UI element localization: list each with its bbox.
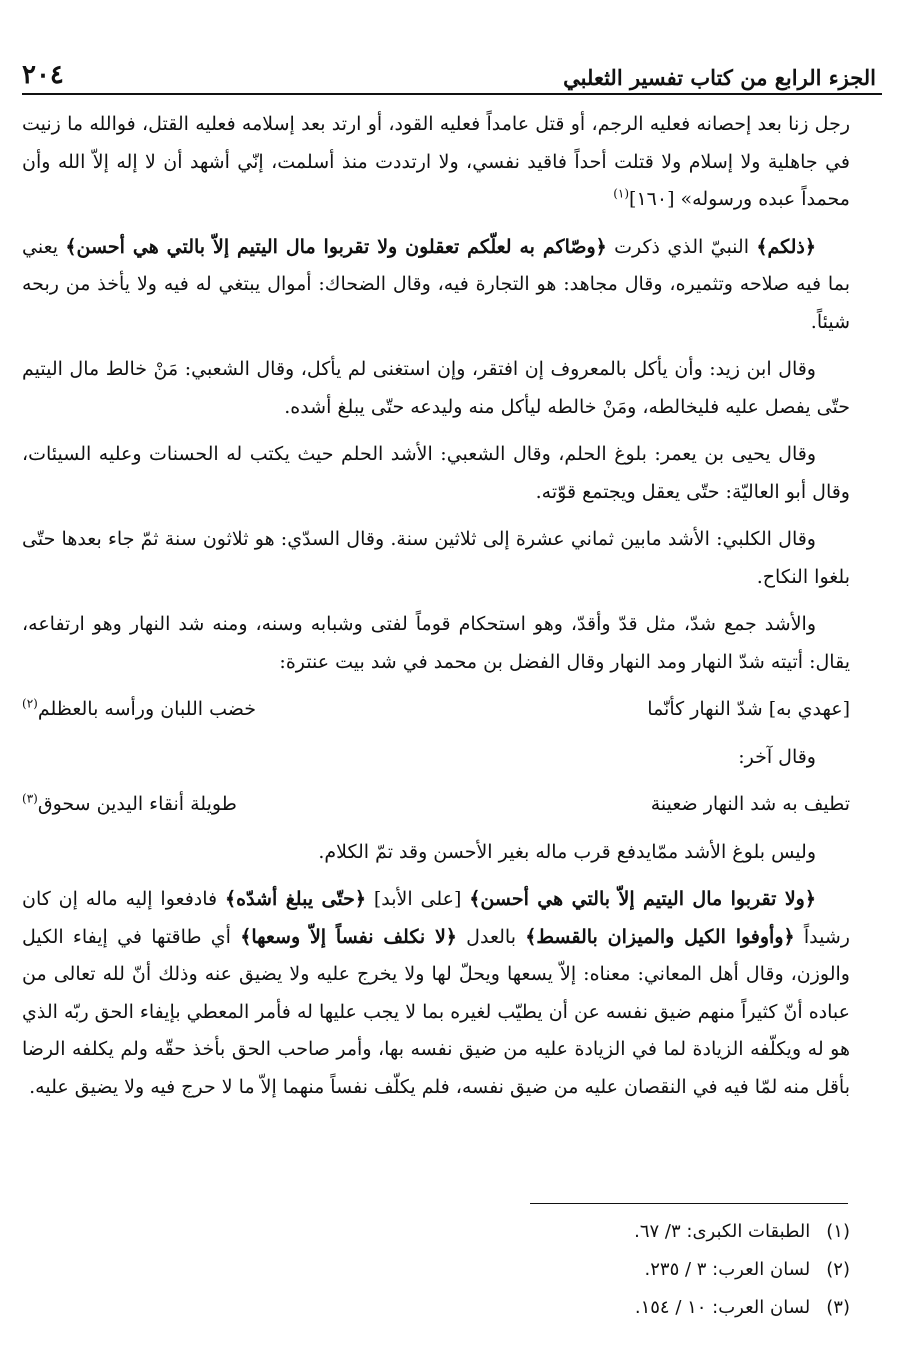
paragraph: وليس بلوغ الأشد ممّايدفع قرب ماله بغير الأحسن وقد تمّ الكلام. <box>318 840 816 863</box>
paragraph-text: بالعدل <box>456 925 526 948</box>
verse-hemistich-first: تطيف به شد النهار ضعينة <box>650 793 850 815</box>
quran-quote: ﴿ذلكم﴾ <box>756 235 816 258</box>
main-text <box>22 106 850 1116</box>
paragraph-text: [على الأبد] <box>366 888 470 910</box>
paragraph <box>22 229 850 342</box>
footnote-text: لسان العرب: ٣ / ٢٣٥. <box>644 1259 811 1280</box>
paragraph: والأشد جمع شدّ، مثل قدّ وأقدّ، وهو استحكام قوماً لفتى وشبابه وسنه، ومنه شد النهار وهو ارتفاعه، يقال: أتيته شدّ النهار ومد النهار وقال الفضل بن محمد في شد بيت عنترة: <box>22 613 850 673</box>
footnote-number: (٣) <box>826 1297 850 1318</box>
quran-quote: ﴿حتّى يبلغ أشدّه﴾ <box>224 888 367 910</box>
paragraph: وقال ابن زيد: وأن يأكل بالمعروف إن افتقر، وإن استغنى لم يأكل، وقال الشعبي: مَنْ خالط مال اليتيم حتّى يفصل عليه فليخالطه، ومَنْ خالطه ليأكل منه وليدعه حتّى يبلغ أشده. <box>22 358 850 418</box>
footnote-rule <box>530 1203 848 1204</box>
paragraph-text: فادفعوا إليه ماله إن كان رشيداً <box>22 888 850 948</box>
paragraph-text: رجل زنا بعد إحصانه فعليه الرجم، أو قتل عامداً فعليه القود، أو ارتد بعد إسلامه فعليه القتل، فوالله ما زنيت في جاهلية ولا إسلام ولا قتلت أحداً فاقيد نفسي، ولا ارتددت منذ أسلمت، إنّي أشهد أن لا إله إلاّ الله وأن محمداً عبده ورسوله» [١٦٠] <box>22 113 850 210</box>
paragraph: وقال الكلبي: الأشد مابين ثماني عشرة إلى ثلاثين سنة. وقال السدّي: هو ثلاثون سنة ثمّ جاء بعدها حتّى بلغوا النكاح. <box>22 528 850 588</box>
running-title: الجزء الرابع من كتاب تفسير الثعلبي <box>563 65 876 90</box>
paragraph <box>22 106 850 219</box>
header-rule <box>22 93 882 95</box>
footnote-text: لسان العرب: ١٠ / ١٥٤. <box>634 1297 811 1318</box>
page-number: ٢٠٤ <box>22 60 64 90</box>
paragraph-text: يعني بما فيه صلاحه وتثميره، وقال مجاهد: هو التجارة فيه، وقال الضحاك: أموال يبتغي له فيه ولا يأخذ من ربحه شيئاً. <box>22 235 850 333</box>
footnote-ref: (٣) <box>22 791 38 806</box>
paragraph: وقال يحيى بن يعمر: بلوغ الحلم، وقال الشعبي: الأشد الحلم حيث يكتب له الحسنات وعليه السيئات، وقال أبو العاليّة: حتّى يعقل ويجتمع قوّته. <box>22 443 850 503</box>
footnote-ref: (٢) <box>22 696 38 711</box>
verse-hemistich-second-wrap <box>22 691 256 729</box>
footnote <box>22 1251 850 1289</box>
footnote-text: الطبقات الكبرى: ٣/ ٦٧. <box>634 1221 811 1242</box>
footnote-number: (٢) <box>826 1259 850 1280</box>
quran-quote: ﴿وصّاكم به لعلّكم تعقلون ولا تقربوا مال اليتيم إلاّ بالتي هي أحسن﴾ <box>65 235 607 258</box>
verse-hemistich-second: خضب اللبان ورأسه بالعظلم <box>37 698 256 720</box>
quran-quote: ﴿لا نكلف نفساً إلاّ وسعها﴾ <box>240 925 457 948</box>
page-header <box>22 44 876 90</box>
footnote <box>22 1289 850 1327</box>
footnote <box>22 1213 850 1251</box>
paragraph-text: النبيّ الذي ذكرت <box>606 235 757 258</box>
verse-hemistich-first: [عهدي به] شدّ النهار كأنّما <box>647 698 850 720</box>
quran-quote: ﴿ولا تقربوا مال اليتيم إلاّ بالتي هي أحسن﴾ <box>469 888 816 910</box>
verse-hemistich-second-wrap <box>22 786 237 824</box>
paragraph: وقال آخر: <box>738 745 816 768</box>
poetry-verse <box>22 786 850 824</box>
footnote-ref: (١) <box>613 186 630 201</box>
poetry-verse <box>22 691 850 729</box>
quran-quote: ﴿وأوفوا الكيل والميزان بالقسط﴾ <box>525 925 795 948</box>
paragraph-text: أي طاقتها في إيفاء الكيل والوزن، وقال أهل المعاني: معناه: إلاّ يسعها ويحلّ لها ولا يخرج عليه ولا يضيق عنه وذلك أنّ لله تعالى من عباده أنّ كثيراً منهم ضيق نفسه عن أن يطيّب لغيره بما لا يجب عليها له فأمر المعطي بإيفاء الحق ربّه الذي هو له ويكلّفه الزيادة لما في الزيادة عليه من ضيق نفسه بها، وأمر صاحب الحق بأخذ حقّه ولم يكلفه الرضا بأقل منه لمّا فيه في النقصان عليه من ضيق نفسه، فلم يكلّف نفساً منهما إلاّ ما لا حرج فيه ولا يضيق عليه. <box>22 925 850 1098</box>
footnotes <box>22 1213 850 1327</box>
footnote-number: (١) <box>826 1221 850 1242</box>
paragraph <box>22 881 850 1106</box>
verse-hemistich-second: طويلة أنقاء اليدين سحوق <box>37 793 237 815</box>
